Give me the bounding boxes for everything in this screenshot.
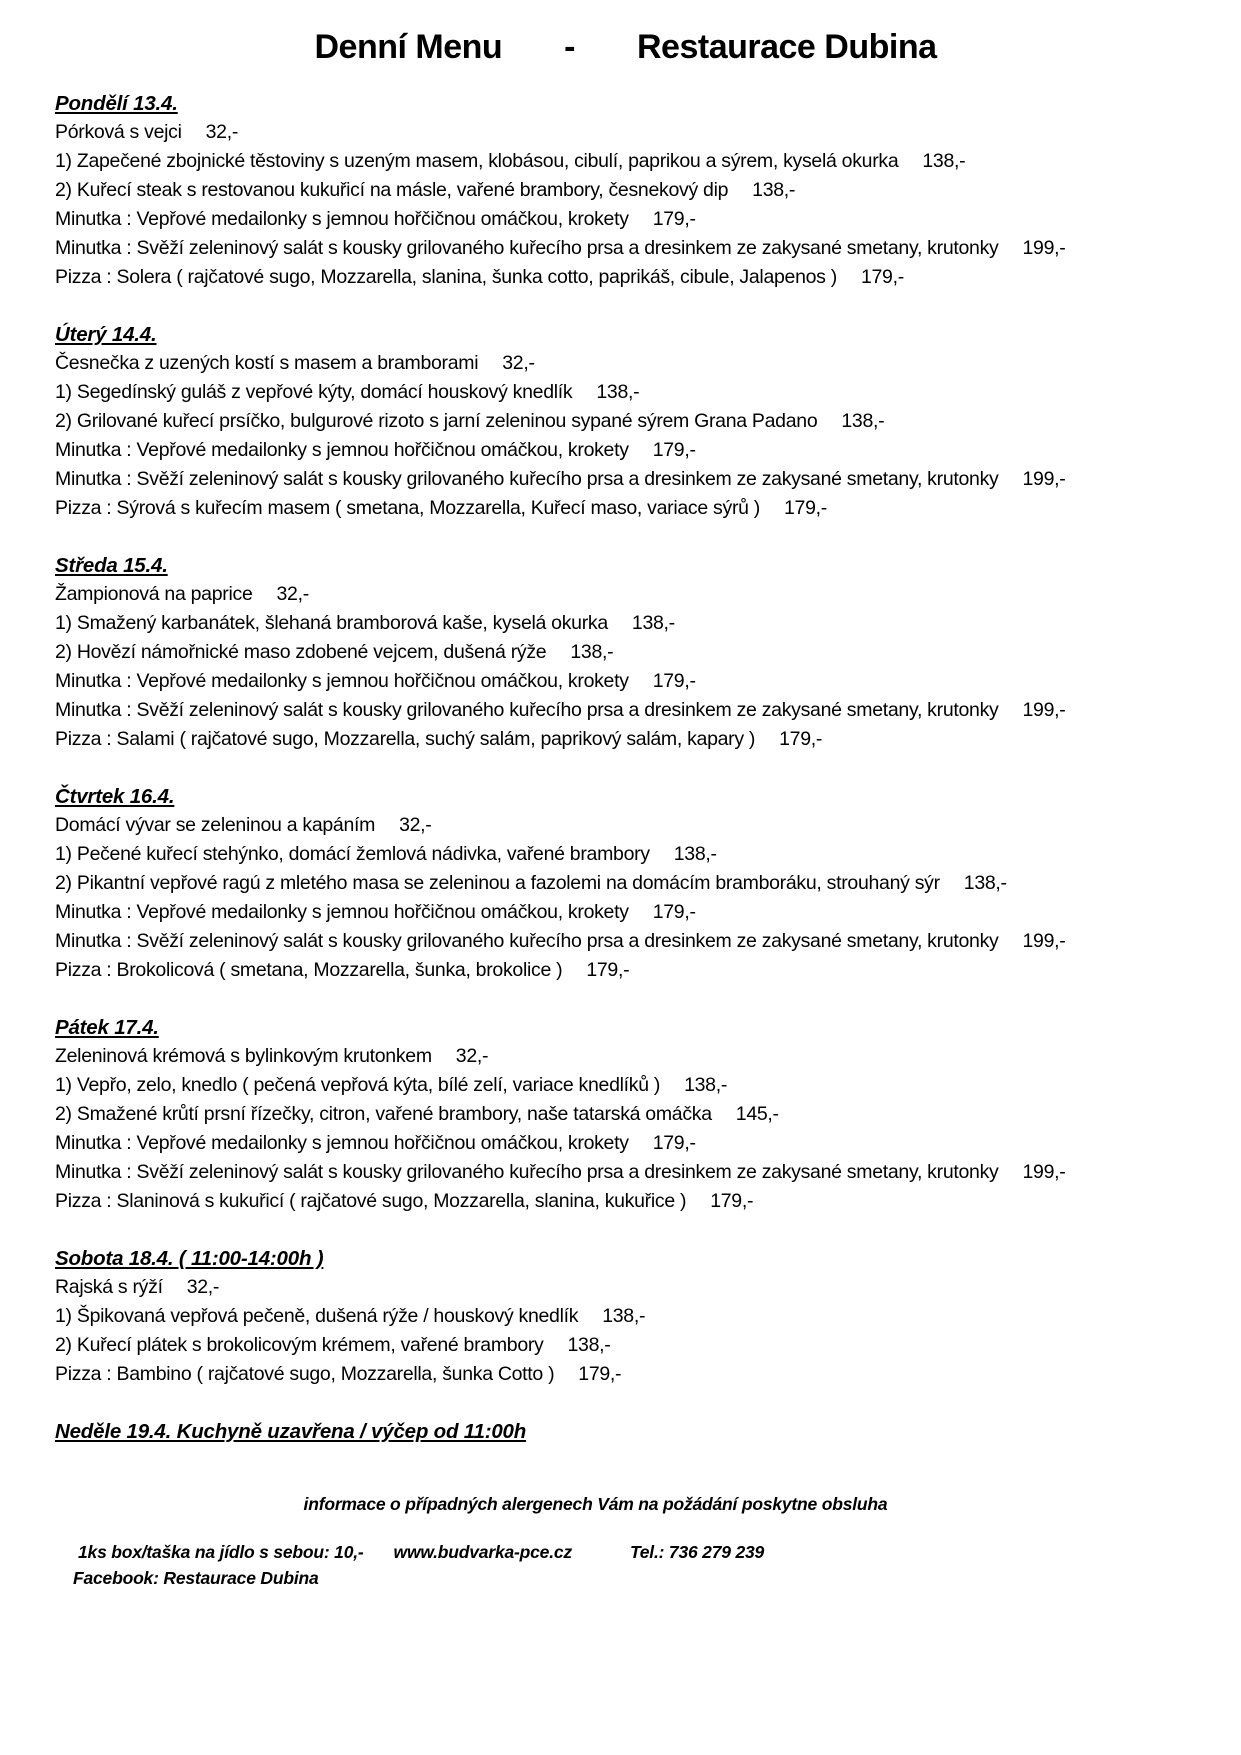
day-heading: Úterý 14.4.: [55, 323, 157, 346]
menu-item-text: 2) Kuřecí steak s restovanou kukuřicí na másle, vařené brambory, česnekový dip: [55, 179, 729, 201]
restaurant-name: Restaurace Dubina: [637, 28, 937, 66]
menu-item-text: Minutka : Vepřové medailonky s jemnou hořčičnou omáčkou, krokety: [55, 1132, 629, 1154]
menu-item: [55, 147, 1196, 176]
menu-item-price: 138,-: [684, 1074, 728, 1096]
menu-item-text: 2) Kuřecí plátek s brokolicovým krémem, vařené brambory: [55, 1334, 544, 1356]
menu-item-text: Rajská s rýží: [55, 1276, 163, 1298]
menu-item: [55, 1158, 1196, 1187]
menu-item-price: 32,-: [455, 1045, 489, 1067]
menu-item: [55, 465, 1196, 494]
phone-number: Tel.: 736 279 239: [629, 1542, 765, 1562]
menu-item-price: 138,-: [752, 179, 796, 201]
menu-item-price: 179,-: [860, 266, 904, 288]
day-items: [55, 118, 1196, 292]
day-items: [55, 1273, 1196, 1389]
menu-item-text: Minutka : Svěží zeleninový salát s kousky grilovaného kuřecího prsa a dresinkem ze zakysané smetany, krutonky: [55, 468, 999, 490]
menu-item-price: 32,-: [399, 814, 432, 836]
menu-item: [55, 1360, 1196, 1389]
menu-item-text: Minutka : Svěží zeleninový salát s kousky grilovaného kuřecího prsa a dresinkem ze zakysané smetany, krutonky: [55, 1161, 999, 1183]
day-items: [55, 811, 1196, 985]
menu-item-price: 138,-: [922, 150, 966, 172]
menu-item-price: 32,-: [186, 1276, 220, 1298]
menu-item: [55, 898, 1196, 927]
menu-item-price: 179,-: [710, 1190, 754, 1212]
menu-item-text: Pórková s vejci: [55, 121, 182, 143]
menu-item: [55, 869, 1196, 898]
menu-item: [55, 1071, 1196, 1100]
day-section: [55, 320, 1196, 523]
menu-item-price: 138,-: [631, 612, 675, 634]
menu-item-text: Minutka : Vepřové medailonky s jemnou hořčičnou omáčkou, krokety: [55, 439, 629, 461]
menu-item-text: Pizza : Salami ( rajčatové sugo, Mozzarella, suchý salám, paprikový salám, kapary ): [55, 728, 756, 750]
menu-item-price: 138,-: [841, 410, 885, 432]
menu-item-text: Česnečka z uzených kostí s masem a bramborami: [55, 352, 479, 374]
menu-item-text: Zeleninová krémová s bylinkovým krutonkem: [55, 1045, 432, 1067]
day-items: [55, 1042, 1196, 1216]
menu-item-price: 138,-: [602, 1305, 646, 1327]
menu-item-text: 1) Pečené kuřecí stehýnko, domácí žemlová nádivka, vařené brambory: [55, 843, 650, 865]
menu-item: [55, 407, 1196, 436]
menu-item-price: 199,-: [1022, 468, 1066, 490]
menu-item: [55, 696, 1196, 725]
menu-title: Denní Menu: [314, 28, 503, 66]
title-separator: -: [564, 28, 575, 66]
menu-item-price: 179,-: [652, 208, 696, 230]
menu-item: [55, 1042, 1196, 1071]
menu-item-text: 1) Zapečené zbojnické těstoviny s uzeným masem, klobásou, cibulí, paprikou a sýrem, kyselá okurka: [55, 150, 899, 172]
menu-item-text: 2) Hovězí námořnické maso zdobené vejcem, dušená rýže: [55, 641, 547, 663]
menu-item-text: Minutka : Svěží zeleninový salát s kousky grilovaného kuřecího prsa a dresinkem ze zakysané smetany, krutonky: [55, 930, 999, 952]
menu-item: [55, 956, 1196, 985]
menu-item-text: Pizza : Solera ( rajčatové sugo, Mozzarella, slanina, šunka cotto, paprikáš, cibule, Jalapenos ): [55, 266, 837, 288]
menu-item: [55, 436, 1196, 465]
day-section: [55, 89, 1196, 292]
menu-item-price: 32,-: [502, 352, 535, 374]
menu-item-price: 32,-: [276, 583, 309, 605]
menu-item-price: 138,-: [673, 843, 717, 865]
footer: [55, 1539, 1196, 1591]
menu-item: [55, 638, 1196, 667]
menu-item: [55, 378, 1196, 407]
day-items: [55, 349, 1196, 523]
menu-item-price: 138,-: [567, 1334, 611, 1356]
day-section: [55, 1244, 1196, 1389]
menu-item: [55, 205, 1196, 234]
sunday-notice: Neděle 19.4. Kuchyně uzavřena / výčep od 11:00h: [55, 1420, 527, 1443]
menu-item-price: 32,-: [205, 121, 239, 143]
page-title: [55, 28, 1196, 67]
menu-item-text: 1) Špikovaná vepřová pečeně, dušená rýže / houskový knedlík: [55, 1305, 579, 1327]
menu-item-text: 2) Pikantní vepřové ragú z mletého masa se zeleninou a fazolemi na domácím bramboráku, strouhaný sýr: [55, 872, 940, 894]
menu-item: [55, 1187, 1196, 1216]
menu-item-text: Minutka : Vepřové medailonky s jemnou hořčičnou omáčkou, krokety: [55, 901, 629, 923]
menu-item-price: 179,-: [652, 439, 696, 461]
allergen-note: informace o případných alergenech Vám na požádání poskytne obsluha: [303, 1494, 888, 1514]
menu-item-price: 179,-: [652, 901, 696, 923]
menu-item-text: Pizza : Brokolicová ( smetana, Mozzarella, šunka, brokolice ): [55, 959, 563, 981]
menu-item-text: Minutka : Svěží zeleninový salát s kousky grilovaného kuřecího prsa a dresinkem ze zakysané smetany, krutonky: [55, 699, 999, 721]
menu-item-text: 1) Smažený karbanátek, šlehaná bramborová kaše, kyselá okurka: [55, 612, 608, 634]
menu-item-text: Domácí vývar se zeleninou a kapáním: [55, 814, 376, 836]
menu-item: [55, 349, 1196, 378]
menu-item-price: 138,-: [570, 641, 614, 663]
menu-item-text: Minutka : Vepřové medailonky s jemnou hořčičnou omáčkou, krokety: [55, 670, 629, 692]
day-heading: Středa 15.4.: [55, 554, 168, 577]
menu-item-price: 199,-: [1022, 930, 1066, 952]
menu-item: [55, 494, 1196, 523]
takeaway-box-note: 1ks box/taška na jídlo s sebou: 10,-: [78, 1542, 364, 1562]
menu-item: [55, 580, 1196, 609]
menu-item-text: Pizza : Slaninová s kukuřicí ( rajčatové sugo, Mozzarella, slanina, kukuřice ): [55, 1190, 687, 1212]
menu-item-price: 138,-: [596, 381, 640, 403]
day-heading: Pátek 17.4.: [55, 1016, 159, 1039]
menu-item: [55, 667, 1196, 696]
menu-item-text: Minutka : Vepřové medailonky s jemnou hořčičnou omáčkou, krokety: [55, 208, 629, 230]
menu-item: [55, 263, 1196, 292]
menu-item-price: 179,-: [652, 670, 696, 692]
menu-item-text: Pizza : Bambino ( rajčatové sugo, Mozzarella, šunka Cotto ): [55, 1363, 555, 1385]
menu-item-price: 145,-: [735, 1103, 779, 1125]
menu-item: [55, 1302, 1196, 1331]
menu-item: [55, 609, 1196, 638]
menu-item: [55, 176, 1196, 205]
menu-item-text: 2) Smažené krůtí prsní řízečky, citron, vařené brambory, naše tatarská omáčka: [55, 1103, 712, 1125]
menu-item-text: Pizza : Sýrová s kuřecím masem ( smetana, Mozzarella, Kuřecí maso, variace sýrů ): [55, 497, 760, 519]
menu-item-price: 179,-: [586, 959, 630, 981]
website-text: www.budvarka-pce.cz: [393, 1542, 572, 1562]
menu-item: [55, 1331, 1196, 1360]
menu-item: [55, 1129, 1196, 1158]
menu-item-price: 199,-: [1022, 699, 1066, 721]
footer-contact-line: [55, 1539, 1196, 1565]
menu-item-text: 1) Vepřo, zelo, knedlo ( pečená vepřová kýta, bílé zelí, variace knedlíků ): [55, 1074, 661, 1096]
menu-item-text: 2) Grilované kuřecí prsíčko, bulgurové rizoto s jarní zeleninou sypané sýrem Grana Padano: [55, 410, 818, 432]
menu-item-price: 179,-: [784, 497, 827, 519]
menu-item-price: 199,-: [1022, 1161, 1066, 1183]
day-heading: Sobota 18.4. ( 11:00-14:00h ): [55, 1247, 324, 1270]
menu-item-text: Minutka : Svěží zeleninový salát s kousky grilovaného kuřecího prsa a dresinkem ze zakysané smetany, krutonky: [55, 237, 999, 259]
menu-item-text: 1) Segedínský guláš z vepřové kýty, domácí houskový knedlík: [55, 381, 573, 403]
menu-item: [55, 118, 1196, 147]
day-section: [55, 1013, 1196, 1216]
menu-item-price: 138,-: [963, 872, 1007, 894]
menu-item: [55, 1100, 1196, 1129]
menu-item-price: 199,-: [1022, 237, 1066, 259]
days-container: [55, 89, 1196, 1389]
day-items: [55, 580, 1196, 754]
day-section: [55, 782, 1196, 985]
facebook-line: Facebook: Restaurace Dubina: [73, 1568, 319, 1588]
menu-item: [55, 927, 1196, 956]
menu-item: [55, 811, 1196, 840]
day-section: [55, 551, 1196, 754]
menu-item: [55, 725, 1196, 754]
day-heading: Pondělí 13.4.: [55, 92, 178, 115]
menu-item-price: 179,-: [779, 728, 823, 750]
menu-item: [55, 840, 1196, 869]
day-heading: Čtvrtek 16.4.: [55, 785, 175, 808]
menu-item: [55, 234, 1196, 263]
menu-item-text: Žampionová na paprice: [55, 583, 253, 605]
menu-item-price: 179,-: [652, 1132, 696, 1154]
menu-item: [55, 1273, 1196, 1302]
menu-item-price: 179,-: [578, 1363, 622, 1385]
